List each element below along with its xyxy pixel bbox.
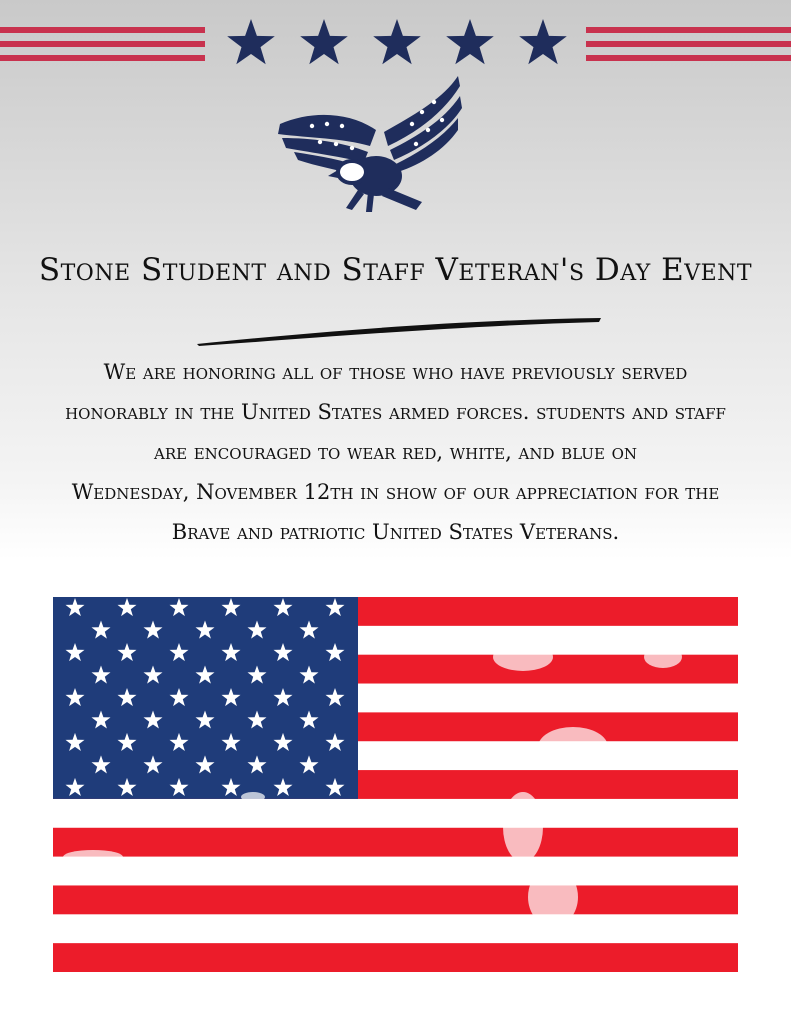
eagle-icon [272, 72, 468, 218]
header-star-row [222, 17, 572, 69]
description-line: are encouraged to wear red, white, and blue on [153, 440, 637, 464]
star-icon [300, 19, 348, 64]
flag-distress-mark [644, 646, 682, 668]
american-flag-icon [53, 597, 738, 972]
flag-distress-mark [503, 792, 543, 862]
flag-stripe [53, 857, 738, 886]
flag-stripe [53, 914, 738, 943]
description-line: honorably in the United States armed forces. students and staff [65, 400, 726, 424]
flag-stripe [53, 799, 738, 828]
header-stripes-left [0, 27, 205, 65]
event-description [20, 352, 771, 552]
flag-stripe [53, 943, 738, 972]
star-icon [373, 19, 421, 64]
page-title: Stone Student and Staff Veteran's Day Event [38, 252, 753, 288]
flag-distress-mark [493, 643, 553, 671]
star-icon [446, 19, 494, 64]
flag-distress-mark [658, 919, 688, 935]
flag-stripe [53, 828, 738, 857]
flag-stripe [53, 885, 738, 914]
flag-distress-mark [538, 727, 608, 767]
header-stripes-right [586, 27, 791, 65]
star-icon [227, 19, 275, 64]
description-line: We are honoring all of those who have previously served [103, 360, 688, 384]
flag-distress-mark [241, 792, 265, 802]
flag-distress-mark [528, 867, 578, 927]
star-icon [519, 19, 567, 64]
flag-distress-mark [63, 850, 123, 864]
description-line: Brave and patriotic United States Veterans. [171, 520, 620, 544]
description-line: Wednesday, November 12th in show of our appreciation for the [71, 480, 720, 504]
decorative-swoosh [195, 310, 605, 350]
